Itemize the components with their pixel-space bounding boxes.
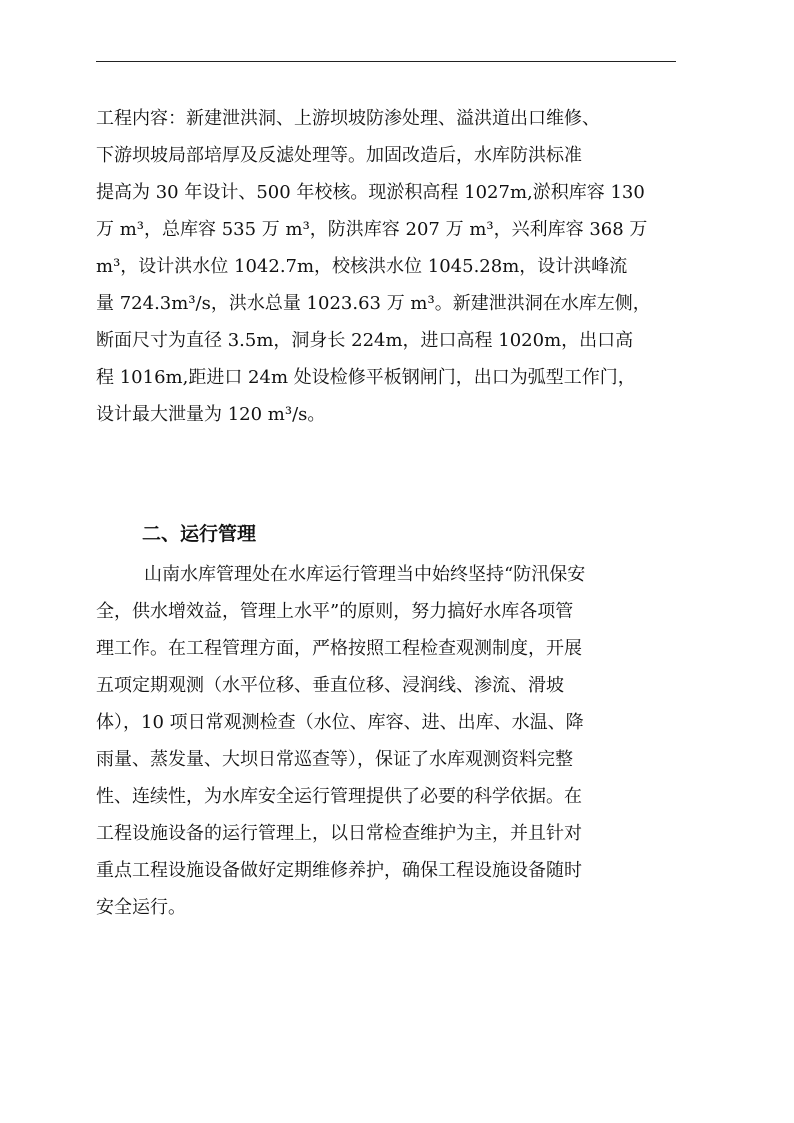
text-line: 断面尺寸为直径 3.5m，洞身长 224m，进口高程 1020m，出口高 xyxy=(96,330,634,351)
text-line: 工程设施设备的运行管理上，以日常检查维护为主，并且针对 xyxy=(96,823,582,844)
text-line: 体），10 项日常观测检查（水位、库容、进、出库、水温、降 xyxy=(96,712,584,733)
text-line: 量 724.3m³/s，洪水总量 1023.63 万 m³。新建泄洪洞在水库左侧， xyxy=(96,293,651,314)
text-line: 全，供水增效益，管理上水平”的原则，努力搞好水库各项管 xyxy=(96,601,574,622)
text-line: 五项定期观测（水平位移、垂直位移、浸润线、渗流、滑坡 xyxy=(96,675,564,696)
text-line: 万 m³，总库容 535 万 m³，防洪库容 207 万 m³，兴利库容 368 万 xyxy=(96,219,648,240)
header-rule xyxy=(96,61,676,62)
text-line: 性、连续性，为水库安全运行管理提供了必要的科学依据。在 xyxy=(96,786,582,807)
text-line: 山南水库管理处在水库运行管理当中始终坚持“防汛保安 xyxy=(144,564,586,585)
paragraph-engineering-content xyxy=(96,100,676,433)
text-line: 理工作。在工程管理方面，严格按照工程检查观测制度，开展 xyxy=(96,638,582,659)
text-line: 设计最大泄量为 120 m³/s。 xyxy=(96,404,326,425)
text-line: 提高为 30 年设计、500 年校核。现淤积高程 1027m,淤积库容 130 xyxy=(96,182,645,203)
paragraph-operation-management xyxy=(96,556,676,926)
text-line: 工程内容：新建泄洪洞、上游坝坡防渗处理、溢洪道出口维修、 xyxy=(96,108,600,129)
text-line: 安全运行。 xyxy=(96,897,186,918)
text-line: 下游坝坡局部培厚及反滤处理等。加固改造后，水库防洪标准 xyxy=(96,145,582,166)
text-line: 程 1016m,距进口 24m 处设检修平板钢闸门，出口为弧型工作门， xyxy=(96,367,636,388)
section-heading: 二、运行管理 xyxy=(142,523,257,545)
text-line: m³，设计洪水位 1042.7m，校核洪水位 1045.28m，设计洪峰流 xyxy=(96,256,628,277)
text-line: 雨量、蒸发量、大坝日常巡查等），保证了水库观测资料完整 xyxy=(96,749,573,770)
text-line: 重点工程设施设备做好定期维修养护，确保工程设施设备随时 xyxy=(96,860,582,881)
